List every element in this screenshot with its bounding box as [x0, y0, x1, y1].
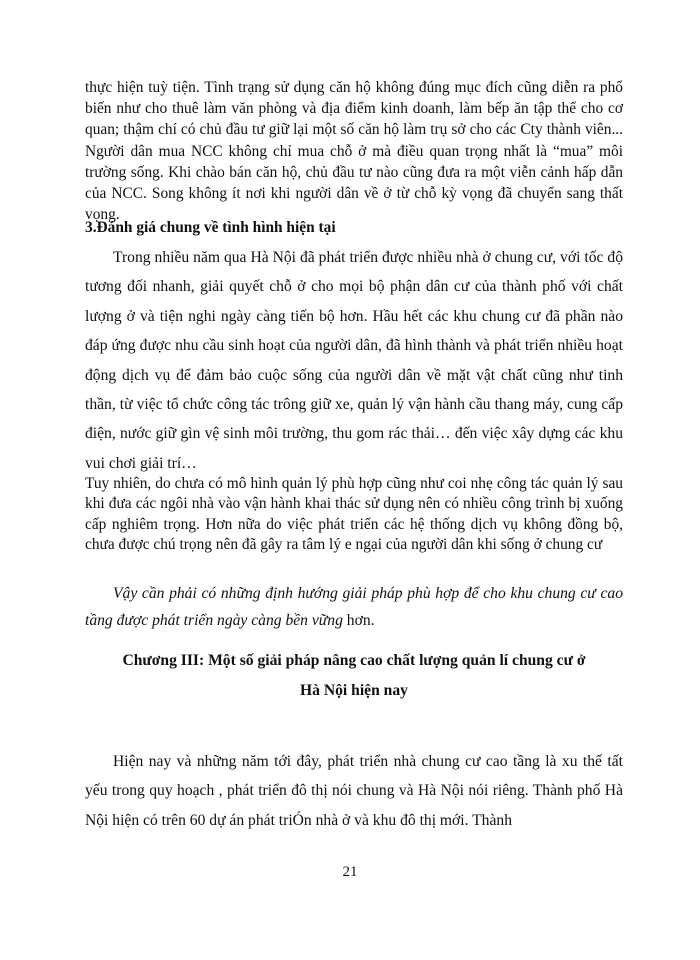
- section-heading: 3.Đánh giá chung về tình hình hiện tại: [85, 219, 336, 236]
- paragraph-however: Tuy nhiên, do chưa có mô hình quản lý phù hợp cũng như coi nhẹ công tác quản lý sau khi đưa các ngôi nhà vào vận hành khai thác sử dụng nên có nhiều công trình bị xuống cấp nghiêm trọng. Hơn nữa do việc phát triển các hệ thống dịch vụ không đồng bộ, chưa được chú trọng nên đã gây ra tâm lý e ngại của người dân khi sống ở chung cư: [85, 475, 623, 554]
- conclusion-end-text: hơn.: [342, 612, 375, 629]
- chapter-title-line2: Hà Nội hiện nay: [300, 682, 408, 699]
- chapter-title: [85, 646, 623, 706]
- chapter-title-line1: Chương III: Một số giải pháp nâng cao chất lượng quản lí chung cư ở: [122, 652, 586, 669]
- paragraph-chapter-intro: Hiện nay và những năm tới đây, phát triển nhà chung cư cao tầng là xu thế tất yếu trong quy hoạch , phát triển đô thị nói chung và Hà Nội nói riêng. Thành phố Hà Nội hiện có trên 60 dự án phát triÓn nhà ở và khu đô thị mới. Thành: [85, 753, 623, 829]
- paragraph-assessment: Trong nhiều năm qua Hà Nội đã phát triển được nhiều nhà ở chung cư, với tốc độ tương đối nhanh, giải quyết chỗ ở cho mọi bộ phận dân cư của thành phố với chất lượng ở và tiện nghi ngày càng tiến bộ hơn. Hầu hết các khu chung cư đã phần nào đáp ứng được nhu cầu sinh hoạt của người dân, đã hình thành và phát triển nhiều hoạt động dịch vụ để đảm bảo cuộc sống của người dân về mặt vật chất cũng như tinh thần, từ việc tổ chức công tác trông giữ xe, quản lý vận hành cầu thang máy, cung cấp điện, nước giữ gìn vệ sinh môi trường, thu gom rác thải… đến việc xây dựng các khu vui chơi giải trí…: [85, 249, 623, 472]
- conclusion-italic-text: Vậy cần phải có những định hướng giải pháp phù hợp để cho khu chung cư cao tầng được phát triển ngày càng bền vững: [85, 585, 623, 629]
- paragraph-conclusion: [85, 580, 623, 634]
- page-number: 21: [342, 864, 358, 880]
- paragraph-top: thực hiện tuỳ tiện. Tình trạng sử dụng căn hộ không đúng mục đích cũng diễn ra phổ biến như cho thuê làm văn phòng và địa điểm kinh doanh, làm bếp ăn tập thể cho cơ quan; thậm chí có chủ đầu tư giữ lại một số căn hộ làm trụ sở cho các Cty thành viên... Người dân mua NCC không chỉ mua chỗ ở mà điều quan trọng nhất là “mua” môi trường sống. Khi chào bán căn hộ, chủ đầu tư nào cũng đưa ra một viễn cảnh hấp dẫn của NCC. Song không ít nơi khi người dân về ở từ chỗ kỳ vọng đã chuyển sang thất vọng.: [85, 79, 623, 224]
